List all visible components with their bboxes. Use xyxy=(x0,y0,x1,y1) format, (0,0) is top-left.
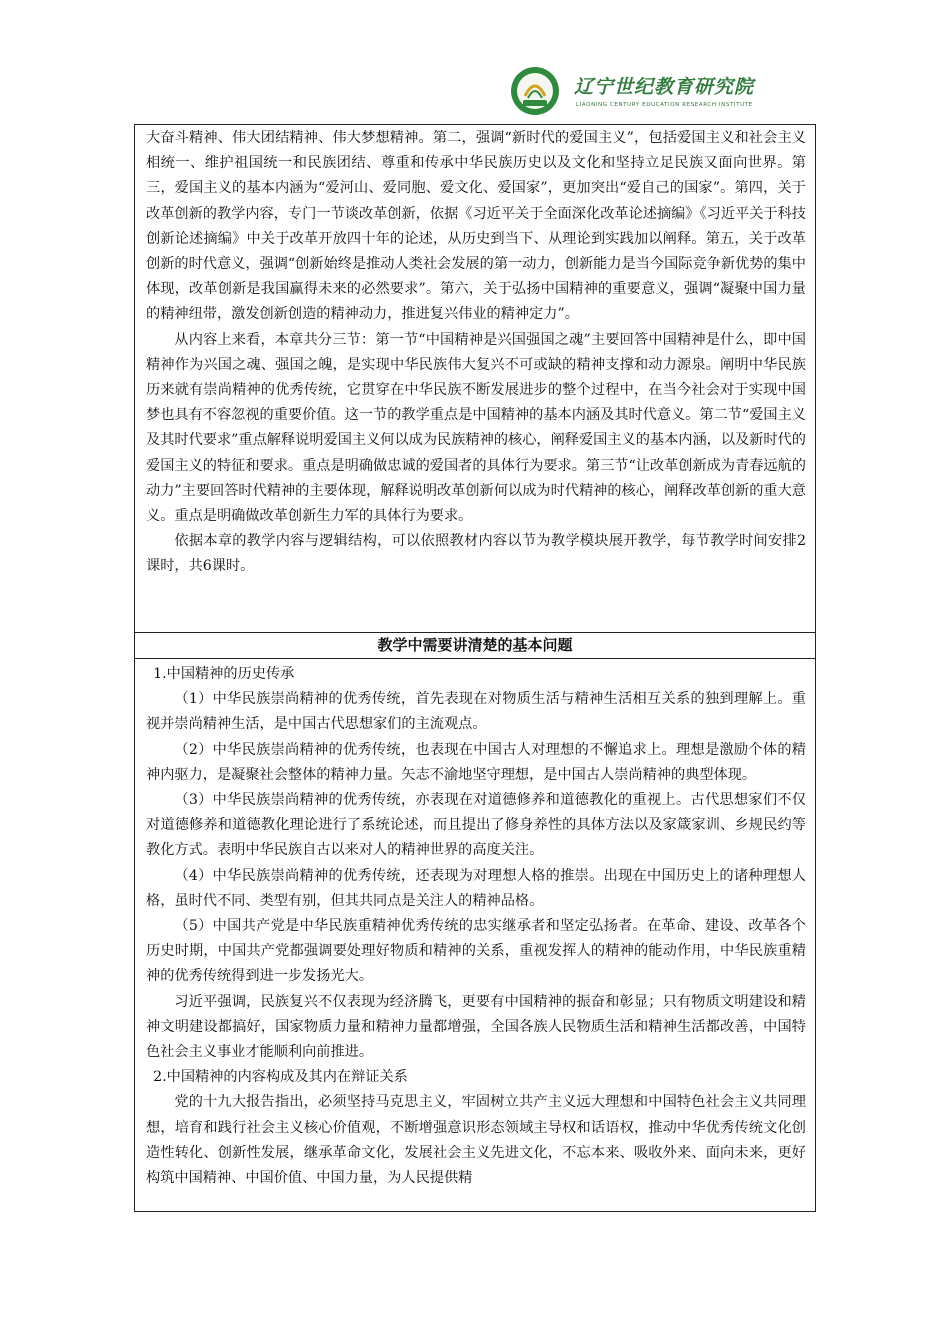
header-logo xyxy=(510,66,780,118)
paragraph: 习近平强调，民族复兴不仅表现为经济腾飞，更要有中国精神的振奋和彰显；只有物质文明建设和精神文明建设都搞好，国家物质力量和精神力量都增强，全国各族人民物质生活和精神生活都改善，中国特色社会主义事业才能顺利向前推进。 xyxy=(146,993,806,1061)
paragraph: 大奋斗精神、伟大团结精神、伟大梦想精神。第二，强调“新时代的爱国主义”，包括爱国主义和社会主义相统一、维护祖国统一和民族团结、尊重和传承中华民族历史以及文化和坚持立足民族又面向世界。第三，爱国主义的基本内涵为“爱河山、爱同胞、爱文化、爱国家”，更加突出“爱自己的国家”。第四，关于改革创新的教学内容，专门一节谈改革创新，依据《习近平关于全面深化改革论述摘编》《习近平关于科技创新论述摘编》中关于改革开放四十年的论述，从历史到当下、从理论到实践加以阐释。第五，关于改革创新的时代意义，强调“创新始终是推动人类社会发展的第一动力，创新能力是当今国际竞争新优势的集中体现，改革创新是我国赢得未来的必然要求”。第六，关于弘扬中国精神的重要意义，强调“凝聚中国力量的精神纽带，激发创新创造的精神动力，推进复兴伟业的精神定力”。 xyxy=(146,130,806,323)
paragraph: 党的十九大报告指出，必须坚持马克思主义，牢固树立共产主义远大理想和中国特色社会主义共同理想，培育和践行社会主义核心价值观，不断增强意识形态领域主导权和话语权，推动中华优秀传统文化创造性转化、创新性发展，继承革命文化，发展社会主义先进文化，不忘本来、吸收外来、面向未来，更好构筑中国精神、中国价值、中国力量，为人民提供精 xyxy=(146,1094,806,1187)
section-title: 教学中需要讲清楚的基本问题 xyxy=(377,636,573,654)
list-item: （4）中华民族崇尚精神的优秀传统，还表现为对理想人格的推崇。出现在中国历史上的诸种理想人格，虽时代不同、类型有别，但其共同点是关注人的精神品格。 xyxy=(146,867,806,909)
lower-cell xyxy=(146,662,806,1191)
list-item: （5）中国共产党是中华民族重精神优秀传统的忠实继承者和坚定弘扬者。在革命、建设、改革各个历史时期，中国共产党都强调要处理好物质和精神的关系，重视发挥人的精神的能动作用，中华民族重精神的优秀传统得到进一步发扬光大。 xyxy=(146,918,806,985)
table-divider-bottom xyxy=(134,658,816,659)
heading: 2.中国精神的内容构成及其内在辩证关系 xyxy=(153,1069,408,1086)
list-item: （2）中华民族崇尚精神的优秀传统，也表现在中国古人对理想的不懈追求上。理想是激励个体的精神内驱力，是凝聚社会整体的精神力量。矢志不渝地坚守理想，是中国古人崇尚精神的典型体现。 xyxy=(146,741,806,783)
paragraph: 依据本章的教学内容与逻辑结构，可以依照教材内容以节为教学模块展开教学，每节教学时间安排2课时，共6课时。 xyxy=(146,533,806,575)
seal-icon xyxy=(510,66,560,116)
list-item: （1）中华民族崇尚精神的优秀传统，首先表现在对物质生活与精神生活相互关系的独到理解上。重视并崇尚精神生活，是中国古代思想家们的主流观点。 xyxy=(146,691,806,733)
heading: 1.中国精神的历史传承 xyxy=(153,666,295,682)
paragraph: 从内容上来看，本章共分三节：第一节“中国精神是兴国强国之魂”主要回答中国精神是什么，即中国精神作为兴国之魂、强国之魄，是实现中华民族伟大复兴不可或缺的精神支撑和动力源泉。阐明中华民族历来就有崇尚精神的优秀传统，它贯穿在中华民族不断发展进步的整个过程中，在当今社会对于实现中国梦也具有不容忽视的重要价值。这一节的教学重点是中国精神的基本内涵及其时代意义。第二节“爱国主义及其时代要求”重点解释说明爱国主义何以成为民族精神的核心，阐释爱国主义的基本内涵，以及新时代的爱国主义的特征和要求。重点是明确做忠诚的爱国者的具体行为要求。第三节“让改革创新成为青春远航的动力”主要回答时代精神的主要体现，解释说明改革创新何以成为时代精神的核心，阐释改革创新的重大意义。重点是明确做改革创新生力军的具体行为要求。 xyxy=(146,331,806,525)
brand-name-cn: 辽宁世纪教育研究院 xyxy=(574,76,755,98)
list-item: （3）中华民族崇尚精神的优秀传统，亦表现在对道德修养和道德教化的重视上。古代思想家们不仅对道德修养和道德教化理论进行了系统论述，而且提出了修身养性的具体方法以及家箴家训、乡规民约等教化方式。表明中华民族自古以来对人的精神世界的高度关注。 xyxy=(146,792,806,859)
upper-cell xyxy=(146,126,806,580)
brand-name-en: LIAONING CENTURY EDUCATION RESEARCH INSTITUTE xyxy=(576,102,753,108)
